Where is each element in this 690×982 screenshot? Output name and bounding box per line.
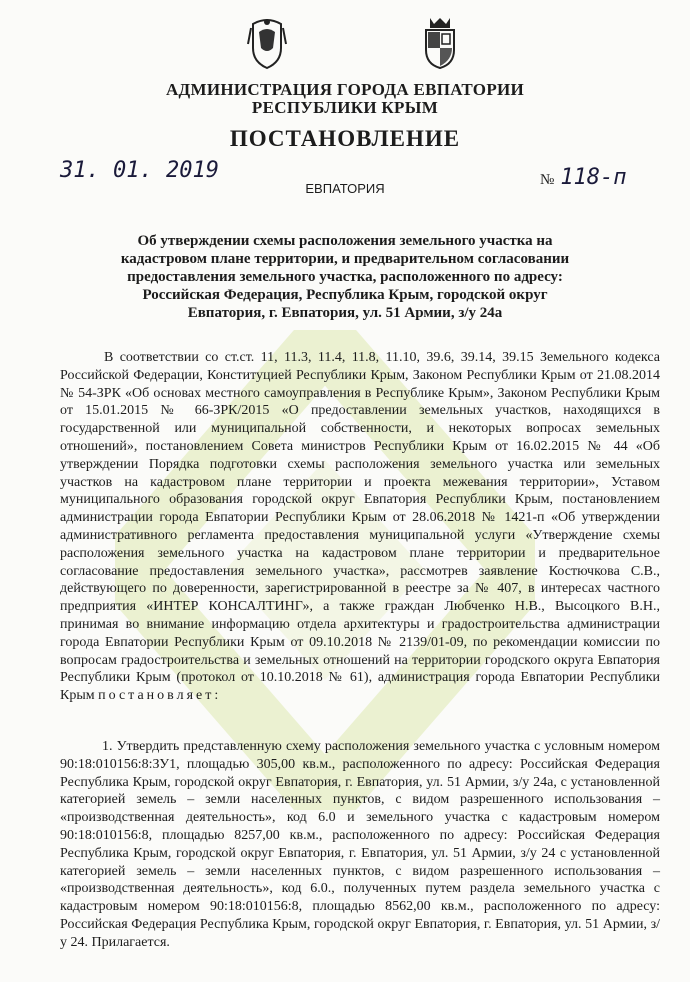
document-number-value: 118-п (560, 165, 627, 190)
subject-line-4: Российская Федерация, Республика Крым, городской округ (142, 287, 548, 303)
item-1-paragraph: 1. Утвердить представленную схему расположения земельного участка с условным номером 90:18:010156:8:ЗУ1, площадью 305,00 кв.м., расположенного по адресу: Российская Федерация Республика Крым, городской округ Евпатория, г. Евпатория, ул. 51 Армии, з/у 24а, с установленной категорией земель – земли населенных пунктов, с видом разрешенного использования – «производственная деятельность», код 6.0 и земельного участка с кадастровым номером 90:18:010156:8, площадью 8257,00 кв.м., расположенного по адресу: Российская Федерация Республика Крым, городской округ Евпатория, г. Евпатория, ул. 51 Армии, з/у 24 с установленной категорией земель – земли населенных пунктов, с видом разрешенного использования – «производственная деятельность», код 6.0., полученных путем раздела земельного участка с кадастровым номером 90:18:010156:8, площадью 8562,00 кв.м., расположенного по адресу: Российская Федерация Республика Крым, городской округ Евпатория, г. Евпатория, ул. 51 Армии, з/у 24. Прилагается. (60, 739, 660, 950)
document-type-title: ПОСТАНОВЛЕНИЕ (229, 126, 461, 151)
preamble-text: В соответствии со ст.ст. 11, 11.3, 11.4, 11.8, 11.10, 39.6, 39.14, 39.15 Земельного кодекса Российской Федерации, Конституцией Республики Крым, Законом Республики Крым от 21.08.2014 № 54-ЗРК «Об основах местного самоуправления в Республике Крым», Законом Республики Крым от 15.01.2015 № 66-ЗРК/2015 «О предоставлении земельных участков, находящихся в государственной или муниципальной собственности, и некоторых вопросах земельных отношений», постановлением Совета министров Республики Крым от 16.02.2015 № 44 «Об утверждении Порядка подготовки схемы расположения земельного участка или земельных участков на кадастровом плане территории и проекта межевания территории», Уставом муниципального образования городской округ Евпатория Республики Крым, постановлением администрации города Евпатории Республики Крым от 28.06.2018 № 1421-п «Об утверждении административного регламента предоставления муниципальной услуги «Утверждение схемы расположения земельного участка на кадастровом плане территории и предварительное согласование предоставления земельного участка», рассмотрев заявление Костючкова С.В., действующего по доверенности, зарегистрированной в реестре за № 407, в интересах частного предприятия «ИНТЕР КОНСАЛТИНГ», а также граждан Любченко Н.В., Высоцкого В.Н., принимая во внимание информацию отдела архитектуры и градостроительства администрации города Евпатории Республики Крым от 09.10.2018 № 2139/01-09, по рекомендации комиссии по вопросам градостроительства и земельных отношений на территории городского округа Евпатория Республики Крым (протокол от 10.10.2018 № 61), администрация города Евпатории Республики Крым (60, 350, 660, 704)
subject-line-2: кадастровом плане территории, и предварительном согласовании (120, 251, 570, 267)
document-date: 31. 01. 2019 (60, 158, 219, 183)
republic-crimea-coat-of-arms-icon (247, 14, 287, 70)
document-number (540, 165, 627, 190)
subject-line-3: предоставления земельного участка, расположенного по адресу: (127, 269, 563, 285)
document-city: ЕВПАТОРИЯ (305, 181, 385, 196)
agency-name-line1: АДМИНИСТРАЦИЯ ГОРОДА ЕВПАТОРИИ (165, 80, 525, 99)
subject-line-5: Евпатория, г. Евпатория, ул. 51 Армии, з/у 24а (187, 305, 503, 321)
document-number-prefix: № (540, 172, 555, 188)
evpatoria-coat-of-arms-icon (420, 14, 460, 70)
subject-line-1: Об утверждении схемы расположения земельного участка на (137, 233, 553, 249)
agency-name-line2: РЕСПУБЛИКИ КРЫМ (251, 98, 439, 117)
preamble-paragraph (60, 349, 660, 705)
resolves-word: постановляет: (98, 688, 222, 704)
